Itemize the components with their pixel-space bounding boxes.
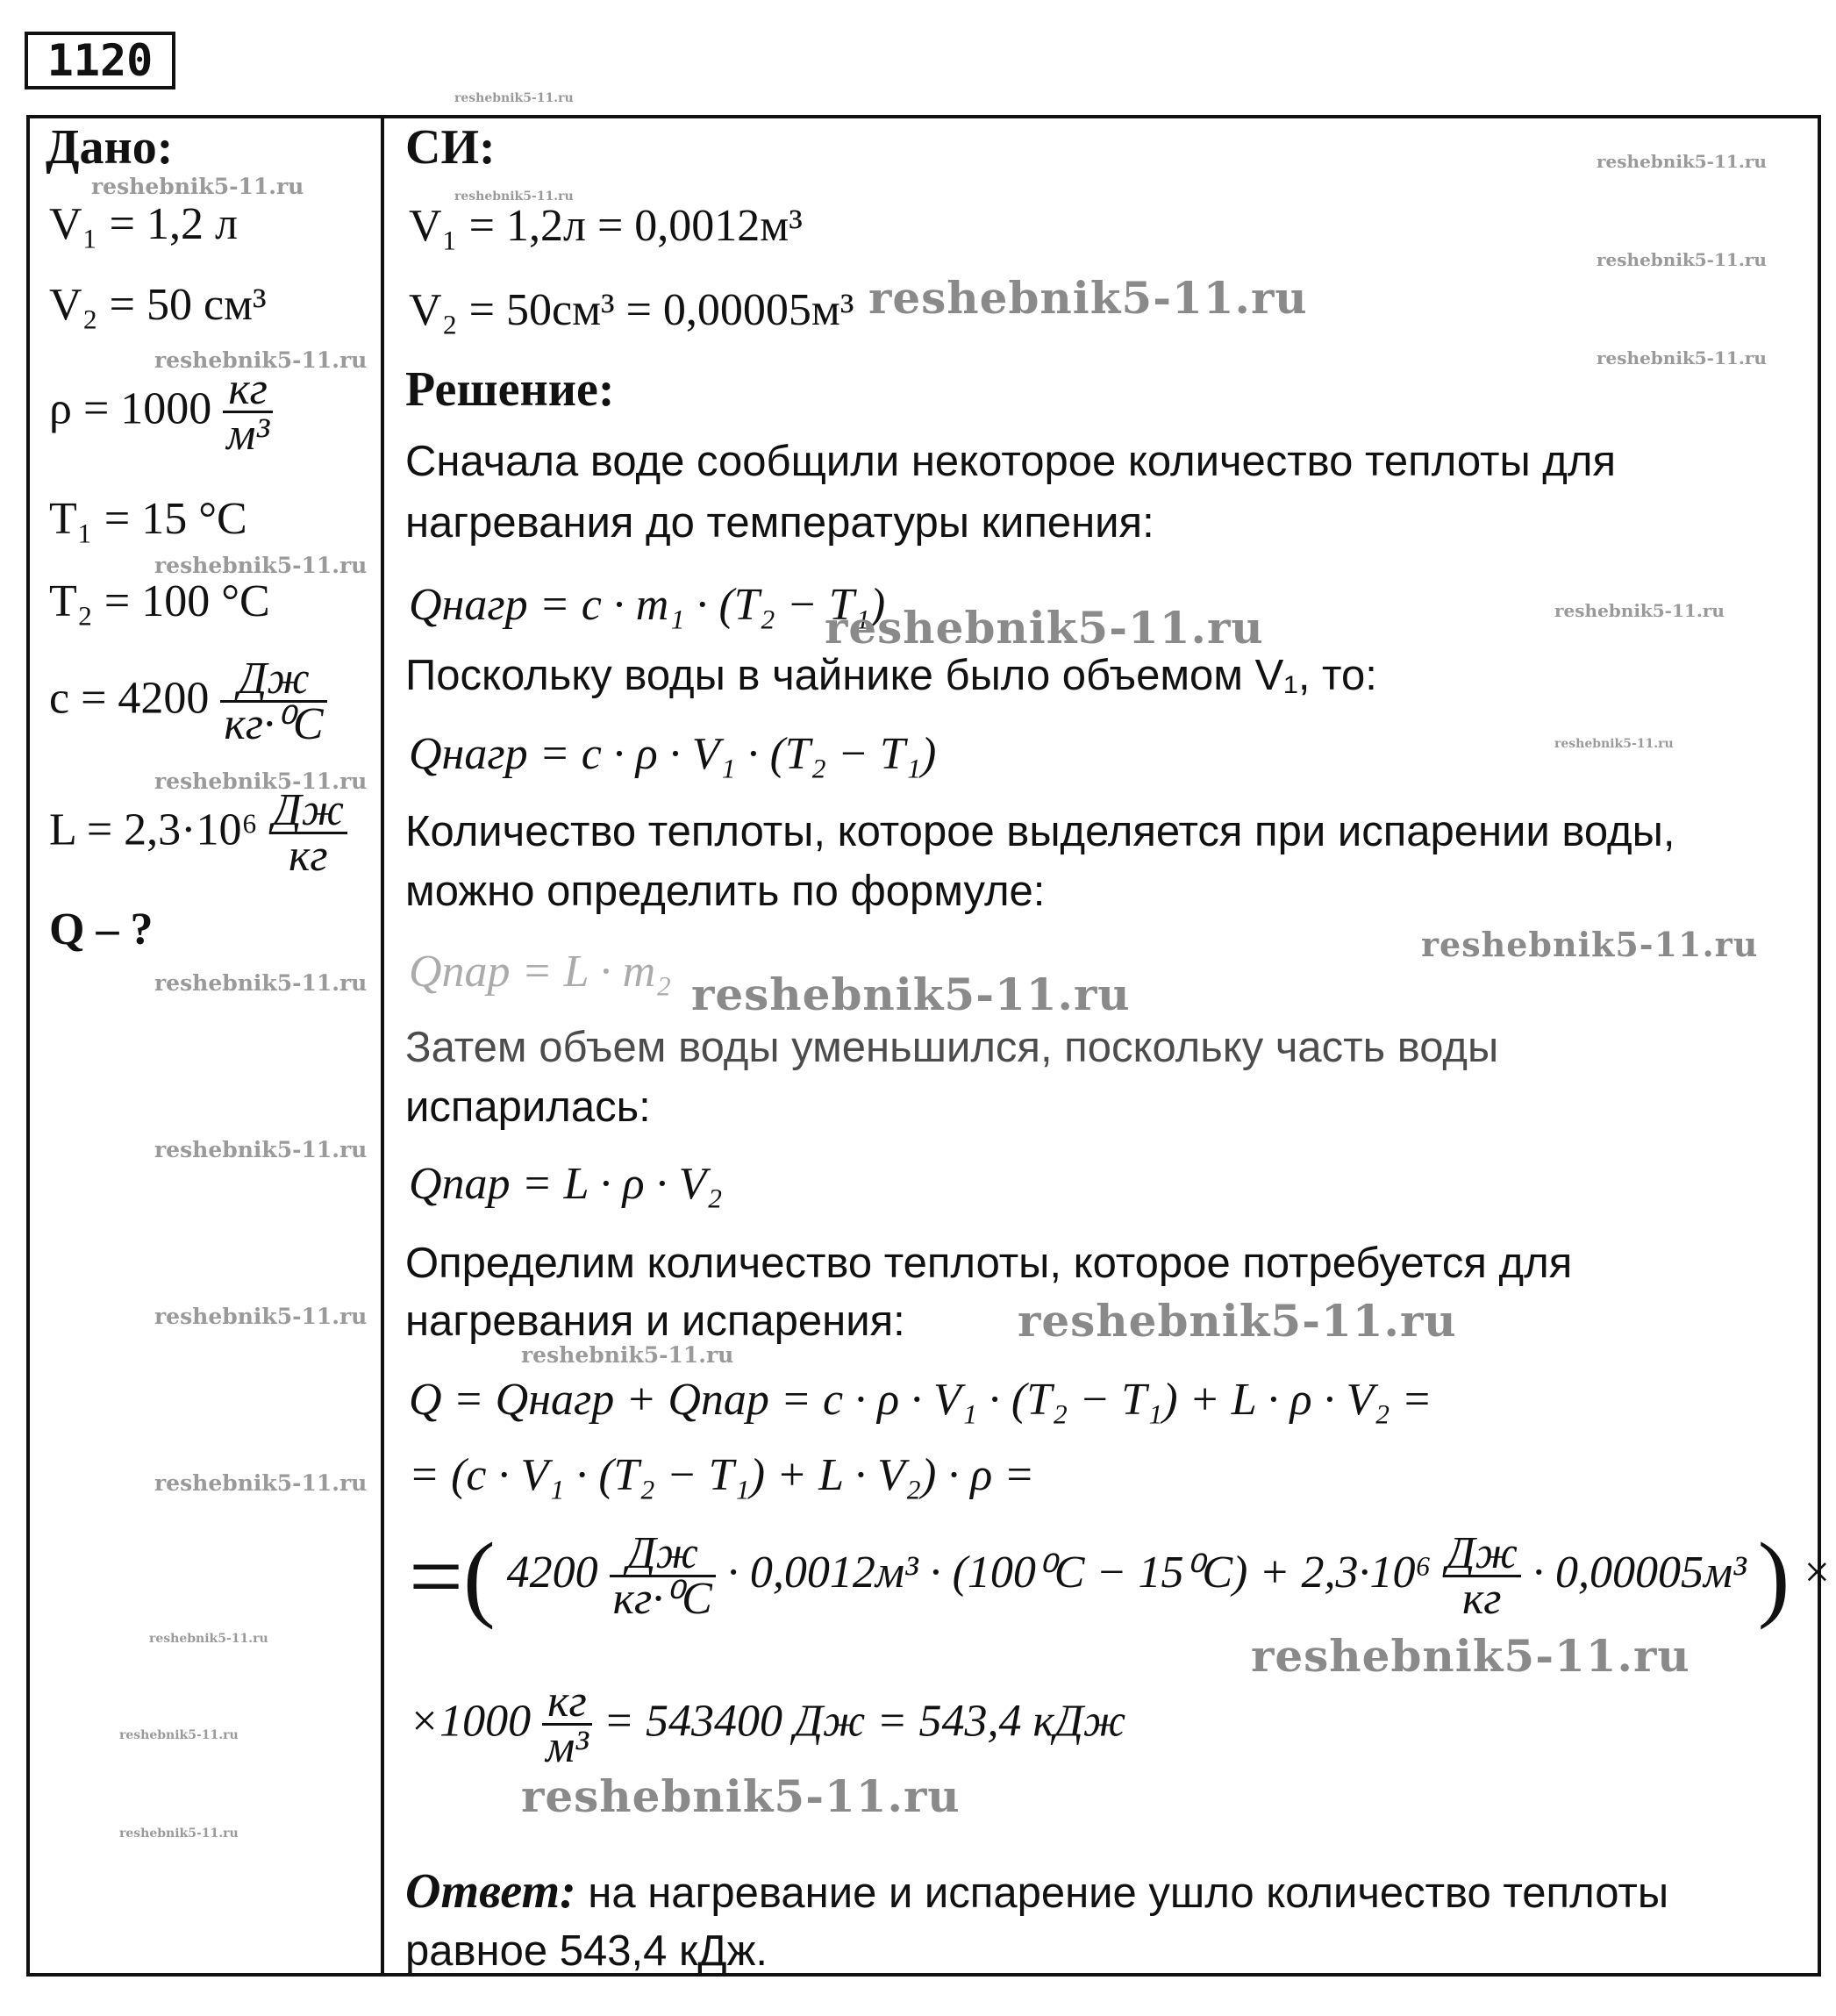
given-rho bbox=[49, 364, 273, 460]
watermark: reshebnik5-11.ru bbox=[1597, 151, 1767, 172]
watermark: reshebnik5-11.ru bbox=[1554, 600, 1725, 621]
given-l-prefix: L = 2,3·10⁶ bbox=[49, 804, 258, 855]
solution-p5-line1: Определим количество теплоты, которое потребуется для bbox=[405, 1240, 1573, 1287]
answer-text-line1: на нагревание и испарение ушло количество теплоты bbox=[588, 1869, 1669, 1917]
watermark: reshebnik5-11.ru bbox=[691, 969, 1131, 1020]
watermark: reshebnik5-11.ru bbox=[454, 91, 574, 105]
given-l-unit-num: Дж bbox=[272, 785, 345, 835]
solution-p4-line2: испарилась: bbox=[405, 1083, 651, 1131]
formula-result: = 543400 Дж = 543,4 кДж bbox=[603, 1696, 1126, 1747]
formula-total-line2: = (c · V₁ · (T₂ − T₁) + L · V₂) · ρ = bbox=[409, 1450, 1035, 1500]
problem-number: 1120 bbox=[25, 32, 175, 89]
watermark: reshebnik5-11.ru bbox=[1554, 737, 1674, 751]
given-rho-prefix: ρ = 1000 bbox=[49, 383, 212, 434]
formula-close-paren: ) bbox=[1757, 1523, 1790, 1630]
formula-mid-terms: · 0,0012м³ · (100⁰C − 15⁰C) + 2,3·10⁶ bbox=[726, 1547, 1432, 1598]
watermark: reshebnik5-11.ru bbox=[454, 189, 574, 204]
watermark: reshebnik5-11.ru bbox=[154, 1137, 368, 1162]
formula-rho-unit-den: м³ bbox=[542, 1723, 592, 1769]
formula-open-paren: =( bbox=[409, 1523, 496, 1630]
given-c-unit-den: кг·⁰C bbox=[220, 700, 326, 747]
watermark: reshebnik5-11.ru bbox=[154, 1304, 368, 1329]
watermark: reshebnik5-11.ru bbox=[154, 347, 368, 373]
solution-p5-line2: нагревания и испарения: bbox=[405, 1298, 905, 1345]
formula-rho-unit bbox=[542, 1676, 592, 1772]
formula-heating: Qнагр = c · m₁ · (T₂ − T₁) bbox=[409, 580, 886, 630]
watermark: reshebnik5-11.ru bbox=[1597, 347, 1767, 368]
solution-p3-line2: можно определить по формуле: bbox=[405, 868, 1046, 915]
formula-v2-term: · 0,00005м³ bbox=[1532, 1547, 1747, 1598]
formula-l-unit bbox=[1443, 1527, 1521, 1624]
given-c-prefix: c = 4200 bbox=[49, 673, 210, 724]
answer-line1 bbox=[405, 1865, 1668, 1919]
given-c bbox=[49, 654, 327, 749]
watermark: reshebnik5-11.ru bbox=[521, 1342, 734, 1368]
given-v1: V₁ = 1,2 л bbox=[49, 199, 238, 249]
watermark: reshebnik5-11.ru bbox=[154, 1470, 368, 1496]
watermark: reshebnik5-11.ru bbox=[1421, 925, 1759, 964]
given-t1: T₁ = 15 °C bbox=[49, 494, 247, 544]
given-l-unit bbox=[269, 785, 347, 881]
given-rho-unit-den: м³ bbox=[223, 411, 273, 457]
solution-p3-line1: Количество теплоты, которое выделяется при испарении воды, bbox=[405, 808, 1675, 855]
watermark: reshebnik5-11.ru bbox=[1597, 249, 1767, 270]
given-t2: T₂ = 100 °C bbox=[49, 576, 270, 626]
si-header: СИ: bbox=[405, 120, 496, 175]
given-find: Q – ? bbox=[49, 904, 154, 954]
formula-evaporation-volume: Qпар = L · ρ · V₂ bbox=[409, 1159, 723, 1209]
solution-header: Решение: bbox=[405, 362, 615, 417]
given-rho-unit-num: кг bbox=[228, 364, 268, 414]
solution-p1-line1: Сначала воде сообщили некоторое количество теплоты для bbox=[405, 438, 1617, 485]
answer-line2: равное 543,4 кДж. bbox=[405, 1927, 768, 1975]
given-v2: V₂ = 50 см³ bbox=[49, 280, 267, 330]
solution-p4-line1: Затем объем воды уменьшился, поскольку часть воды bbox=[405, 1024, 1499, 1071]
formula-rho-unit-num: кг bbox=[547, 1676, 587, 1726]
watermark: reshebnik5-11.ru bbox=[1251, 1630, 1690, 1682]
si-v1: V₁ = 1,2л = 0,0012м³ bbox=[409, 201, 803, 251]
solution-p2: Поскольку воды в чайнике было объемом V₁, то: bbox=[405, 652, 1377, 699]
formula-c-value: 4200 bbox=[506, 1547, 598, 1598]
given-l-unit-den: кг bbox=[269, 832, 347, 878]
watermark: reshebnik5-11.ru bbox=[91, 174, 304, 199]
formula-l-unit-num: Дж bbox=[1446, 1527, 1518, 1578]
formula-total-line4 bbox=[409, 1676, 1126, 1772]
watermark: reshebnik5-11.ru bbox=[1018, 1295, 1457, 1347]
given-rho-unit bbox=[223, 364, 273, 460]
given-header: Дано: bbox=[46, 120, 174, 175]
si-v2: V₂ = 50см³ = 0,00005м³ bbox=[409, 285, 854, 335]
watermark: reshebnik5-11.ru bbox=[119, 1728, 239, 1742]
formula-rho-value: ×1000 bbox=[409, 1696, 532, 1747]
formula-c-unit-den: кг·⁰C bbox=[610, 1575, 716, 1621]
answer-label: Ответ: bbox=[405, 1864, 576, 1919]
formula-total-line1: Q = Qнагр + Qпар = c · ρ · V₁ · (T₂ − T₁) + L · ρ · V₂ = bbox=[409, 1375, 1432, 1425]
formula-c-unit-num: Дж bbox=[626, 1527, 698, 1578]
watermark: reshebnik5-11.ru bbox=[149, 1632, 268, 1646]
given-l bbox=[49, 785, 347, 881]
formula-evaporation: Qпар = L · m₂ bbox=[409, 947, 672, 997]
solution-p1-line2: нагревания до температуры кипения: bbox=[405, 499, 1154, 547]
formula-c-unit bbox=[610, 1527, 716, 1624]
given-c-unit bbox=[220, 654, 326, 749]
given-c-unit-num: Дж bbox=[238, 654, 310, 704]
watermark: reshebnik5-11.ru bbox=[154, 970, 368, 996]
formula-heating-volume: Qнагр = c · ρ · V₁ · (T₂ − T₁) bbox=[409, 729, 937, 779]
watermark: reshebnik5-11.ru bbox=[119, 1827, 239, 1841]
watermark: reshebnik5-11.ru bbox=[868, 272, 1308, 324]
column-divider bbox=[381, 115, 384, 1977]
formula-times: × bbox=[1801, 1547, 1832, 1598]
watermark: reshebnik5-11.ru bbox=[825, 602, 1264, 654]
formula-l-unit-den: кг bbox=[1443, 1575, 1521, 1621]
formula-total-line3 bbox=[409, 1523, 1832, 1630]
watermark: reshebnik5-11.ru bbox=[521, 1770, 961, 1822]
watermark: reshebnik5-11.ru bbox=[154, 769, 368, 794]
watermark: reshebnik5-11.ru bbox=[154, 553, 368, 578]
